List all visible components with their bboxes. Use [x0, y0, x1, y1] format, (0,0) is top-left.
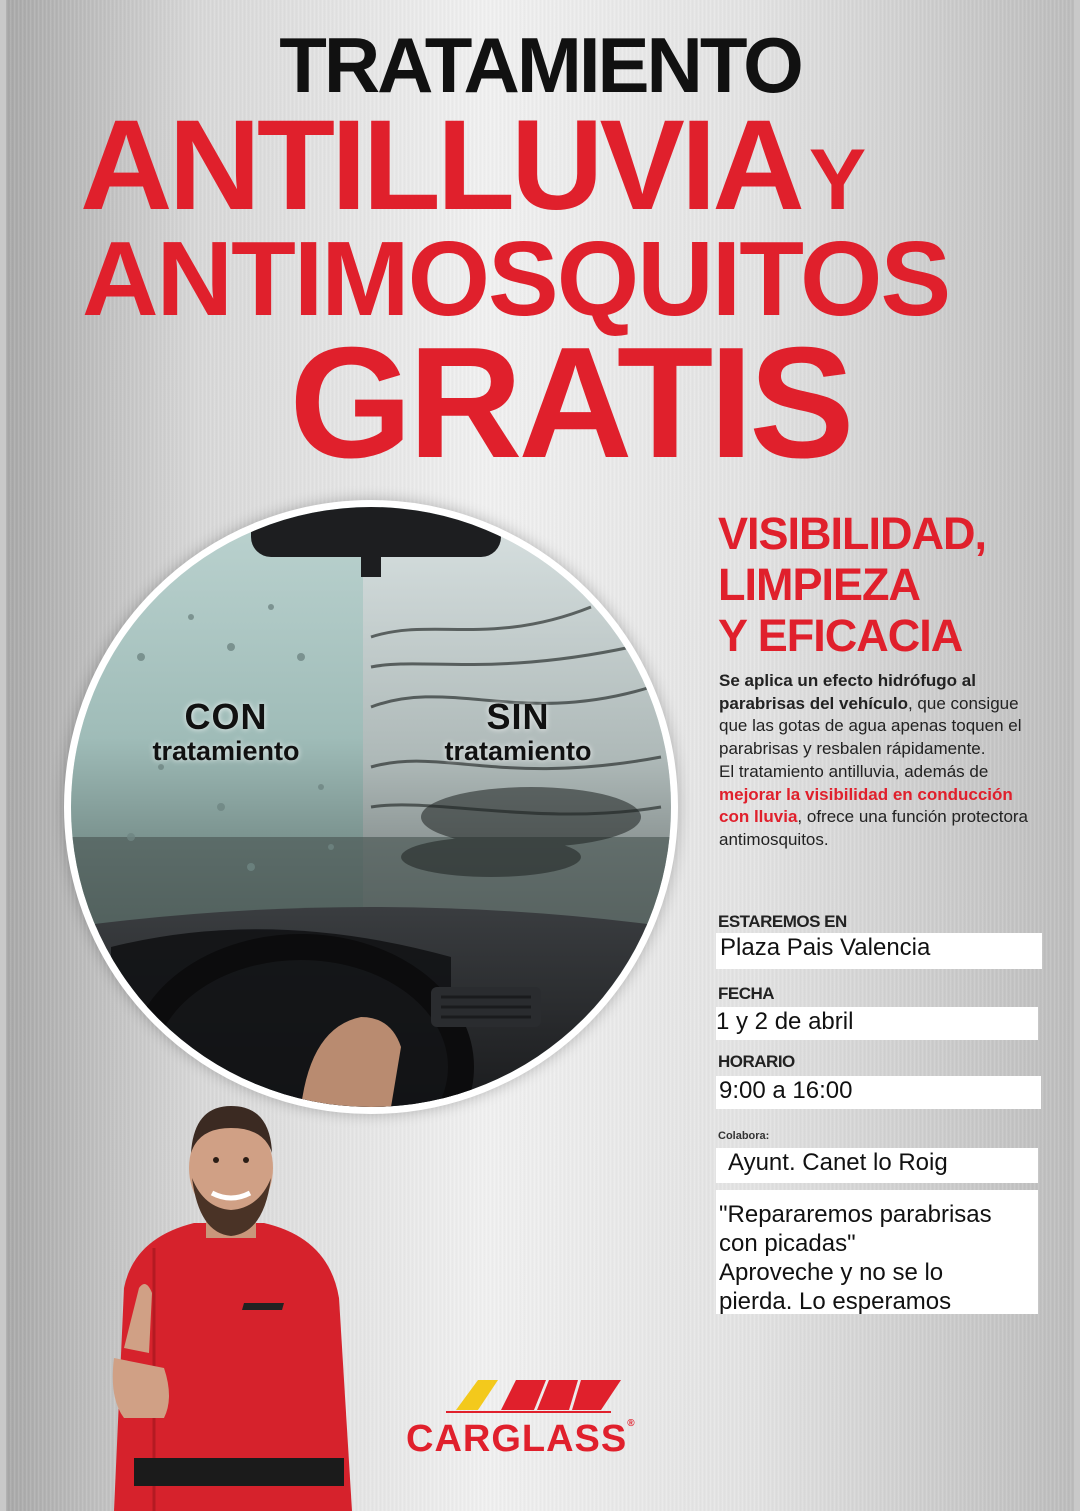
windshield-illustration [71, 507, 671, 1107]
collab-field: Ayunt. Canet lo Roig [716, 1148, 1038, 1183]
message-box [716, 1190, 1038, 1314]
hours-label: HORARIO [718, 1052, 795, 1071]
without-treatment-small: tratamiento [444, 736, 592, 766]
registered-mark: ® [627, 1418, 636, 1429]
without-treatment-big: SIN [486, 696, 550, 737]
benefits-line3: Y EFICACIA [718, 610, 963, 661]
message-line4: pierda. Lo esperamos [719, 1288, 952, 1315]
description-highlight: mejorar la visibilidad en conducción con lluvia [719, 784, 1013, 827]
benefits-title [718, 508, 1058, 661]
carglass-name: CARGLASS [406, 1418, 628, 1460]
with-treatment-big: CON [184, 696, 268, 737]
description-bold-intro: Se aplica un efecto hidrófugo al parabrisas del vehículo [719, 671, 976, 713]
benefits-line2: LIMPIEZA [718, 559, 920, 610]
location-label: ESTAREMOS EN [718, 912, 847, 931]
description-part3: , ofrece una función protectora antimosquitos. [719, 807, 1029, 849]
headline-line2-y: Y [808, 132, 867, 228]
description-part1: , que consigue que las gotas de agua apenas toquen el parabrisas y resbalen rápidamente. [719, 693, 1022, 759]
windshield-photo [64, 500, 678, 1114]
message-line1: "Repararemos parabrisas [719, 1201, 992, 1228]
message-line3: Aproveche y no se lo [719, 1259, 944, 1286]
date-field: 1 y 2 de abril [716, 1007, 1038, 1040]
headline-line2-text: ANTILLUVIA [80, 94, 801, 237]
description [719, 670, 1039, 852]
description-part2: El tratamiento antilluvia, además de [719, 761, 989, 781]
carglass-wordmark [406, 1418, 636, 1461]
hours-field: 9:00 a 16:00 [716, 1076, 1041, 1109]
headline-line1: TRATAMIENTO [279, 21, 801, 109]
headline-line3: ANTIMOSQUITOS [82, 220, 950, 338]
with-treatment-small: tratamiento [152, 736, 300, 766]
poster [6, 0, 1074, 1511]
benefits-line1: VISIBILIDAD, [718, 508, 987, 559]
with-treatment-label [141, 696, 311, 767]
technician-figure [94, 1098, 364, 1511]
message-line2: con picadas" [719, 1230, 856, 1257]
location-field: Plaza Pais Valencia [716, 933, 1042, 969]
headline-line4: GRATIS [289, 315, 851, 491]
collab-label: Colabora: [718, 1130, 770, 1142]
without-treatment-label [433, 696, 603, 767]
date-label: FECHA [718, 984, 775, 1003]
